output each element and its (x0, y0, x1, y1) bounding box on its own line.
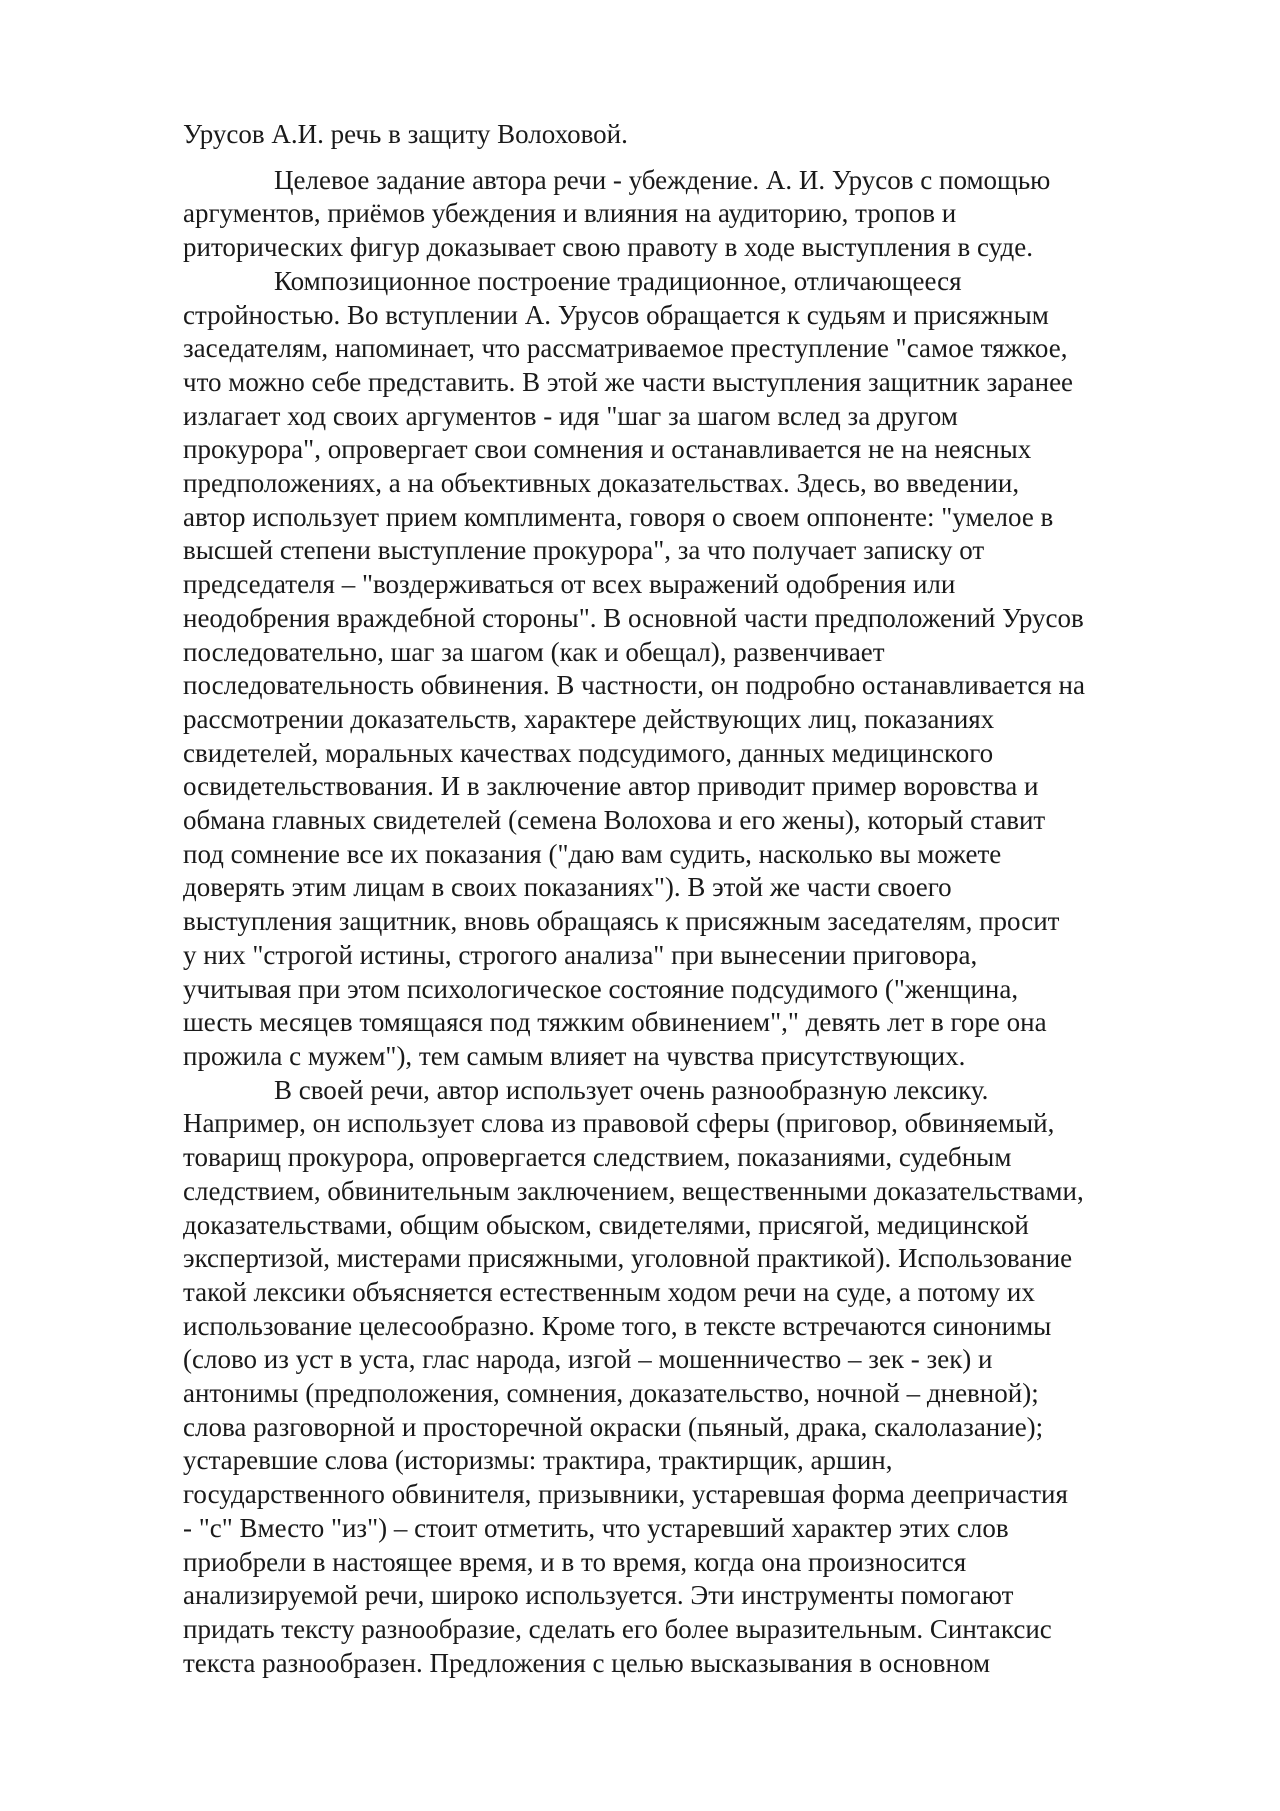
paragraph-line: шесть месяцев томящаяся под тяжким обвинением"," девять лет в горе она (183, 1007, 1047, 1038)
paragraph-line: стройностью. Во вступлении А. Урусов обращается к судьям и присяжным (183, 299, 1049, 330)
paragraph (183, 164, 1193, 265)
paragraph-line: приобрели в настоящее время, и в то время, когда она произносится (183, 1546, 967, 1577)
paragraph-line: анализируемой речи, широко используется. Эти инструменты помогают (183, 1580, 1014, 1611)
document-page (183, 118, 1193, 1680)
paragraph-line: прокурора", опровергает свои сомнения и останавливается не на неясных (183, 434, 1032, 465)
paragraph-line: последовательно, шаг за шагом (как и обещал), развенчивает (183, 636, 885, 667)
paragraph-line: что можно себе представить. В этой же части выступления защитник заранее (183, 366, 1074, 397)
paragraph-line: такой лексики объясняется естественным ходом речи на суде, а потому их (183, 1276, 1035, 1307)
paragraph-line: устаревшие слова (историзмы: трактира, трактирщик, аршин, (183, 1445, 893, 1476)
paragraph-line: придать тексту разнообразие, сделать его более выразительным. Синтаксис (183, 1613, 1052, 1644)
paragraph-line: излагает ход своих аргументов - идя "шаг за шагом вслед за другом (183, 400, 958, 431)
paragraph-line: свидетелей, моральных качествах подсудимого, данных медицинского (183, 737, 994, 768)
paragraph-line: товарищ прокурора, опровергается следствием, показаниями, судебным (183, 1142, 1012, 1173)
paragraph-line: предположениях, а на объективных доказательствах. Здесь, во введении, (183, 468, 1020, 499)
paragraph-line: автор использует прием комплимента, говоря о своем оппоненте: "умелое в (183, 501, 1054, 532)
paragraph-line: последовательность обвинения. В частности, он подробно останавливается на (183, 670, 1085, 701)
paragraph-line: Например, он использует слова из правовой сферы (приговор, обвиняемый, (183, 1108, 1055, 1139)
paragraph-line: риторических фигур доказывает свою правоту в ходе выступления в суде. (183, 232, 1033, 263)
paragraph-line: выступления защитник, вновь обращаясь к присяжным заседателям, просит (183, 906, 1060, 937)
paragraph-first-line: В своей речи, автор использует очень разнообразную лексику. (274, 1074, 989, 1105)
paragraph-line: антонимы (предположения, сомнения, доказательство, ночной – дневной); (183, 1378, 1039, 1409)
paragraph-line: использование целесообразно. Кроме того, в тексте встречаются синонимы (183, 1310, 1052, 1341)
paragraph-line: у них "строгой истины, строгого анализа" при вынесении приговора, (183, 939, 978, 970)
paragraph (183, 1074, 1193, 1681)
paragraph-line: обмана главных свидетелей (семена Волохова и его жены), который ставит (183, 805, 1046, 836)
paragraph-line: неодобрения враждебной стороны". В основной части предположений Урусов (183, 602, 1084, 633)
paragraph-line: высшей степени выступление прокурора", за что получает записку от (183, 535, 985, 566)
paragraph-line: - "с" Вместо "из") – стоит отметить, что устаревший характер этих слов (183, 1512, 1009, 1543)
paragraph (183, 265, 1193, 1074)
paragraph-line: учитывая при этом психологическое состояние подсудимого ("женщина, (183, 973, 1019, 1004)
document-body (183, 164, 1193, 1681)
paragraph-line: экспертизой, мистерами присяжными, уголовной практикой). Использование (183, 1243, 1073, 1274)
paragraph-line: заседателям, напоминает, что рассматриваемое преступление "самое тяжкое, (183, 333, 1068, 364)
paragraph-line: рассмотрении доказательств, характере действующих лиц, показаниях (183, 703, 995, 734)
paragraph-line: председателя – "воздерживаться от всех выражений одобрения или (183, 569, 956, 600)
paragraph-line: прожила с мужем"), тем самым влияет на чувства присутствующих. (183, 1040, 966, 1071)
paragraph-line: под сомнение все их показания ("даю вам судить, насколько вы можете (183, 838, 1002, 869)
paragraph-line: (слово из уст в уста, глас народа, изгой – мошенничество – зек - зек) и (183, 1344, 993, 1375)
paragraph-first-line: Целевое задание автора речи - убеждение. А. И. Урусов с помощью (274, 164, 1051, 195)
paragraph-line: освидетельствования. И в заключение автор приводит пример воровства и (183, 771, 1039, 802)
paragraph-line: текста разнообразен. Предложения с целью высказывания в основном (183, 1647, 991, 1678)
document-title: Урусов А.И. речь в защиту Волоховой. (183, 119, 628, 149)
paragraph-line: государственного обвинителя, призывники, устаревшая форма деепричастия (183, 1479, 1068, 1510)
paragraph-line: слова разговорной и просторечной окраски (пьяный, драка, скалолазание); (183, 1411, 1044, 1442)
paragraph-line: доказательствами, общим обыском, свидетелями, присягой, медицинской (183, 1209, 1029, 1240)
paragraph-line: доверять этим лицам в своих показаниях"). В этой же части своего (183, 872, 952, 903)
paragraph-first-line: Композиционное построение традиционное, отличающееся (274, 265, 962, 296)
paragraph-line: следствием, обвинительным заключением, вещественными доказательствами, (183, 1175, 1084, 1206)
paragraph-line: аргументов, приёмов убеждения и влияния на аудиторию, тропов и (183, 198, 957, 229)
